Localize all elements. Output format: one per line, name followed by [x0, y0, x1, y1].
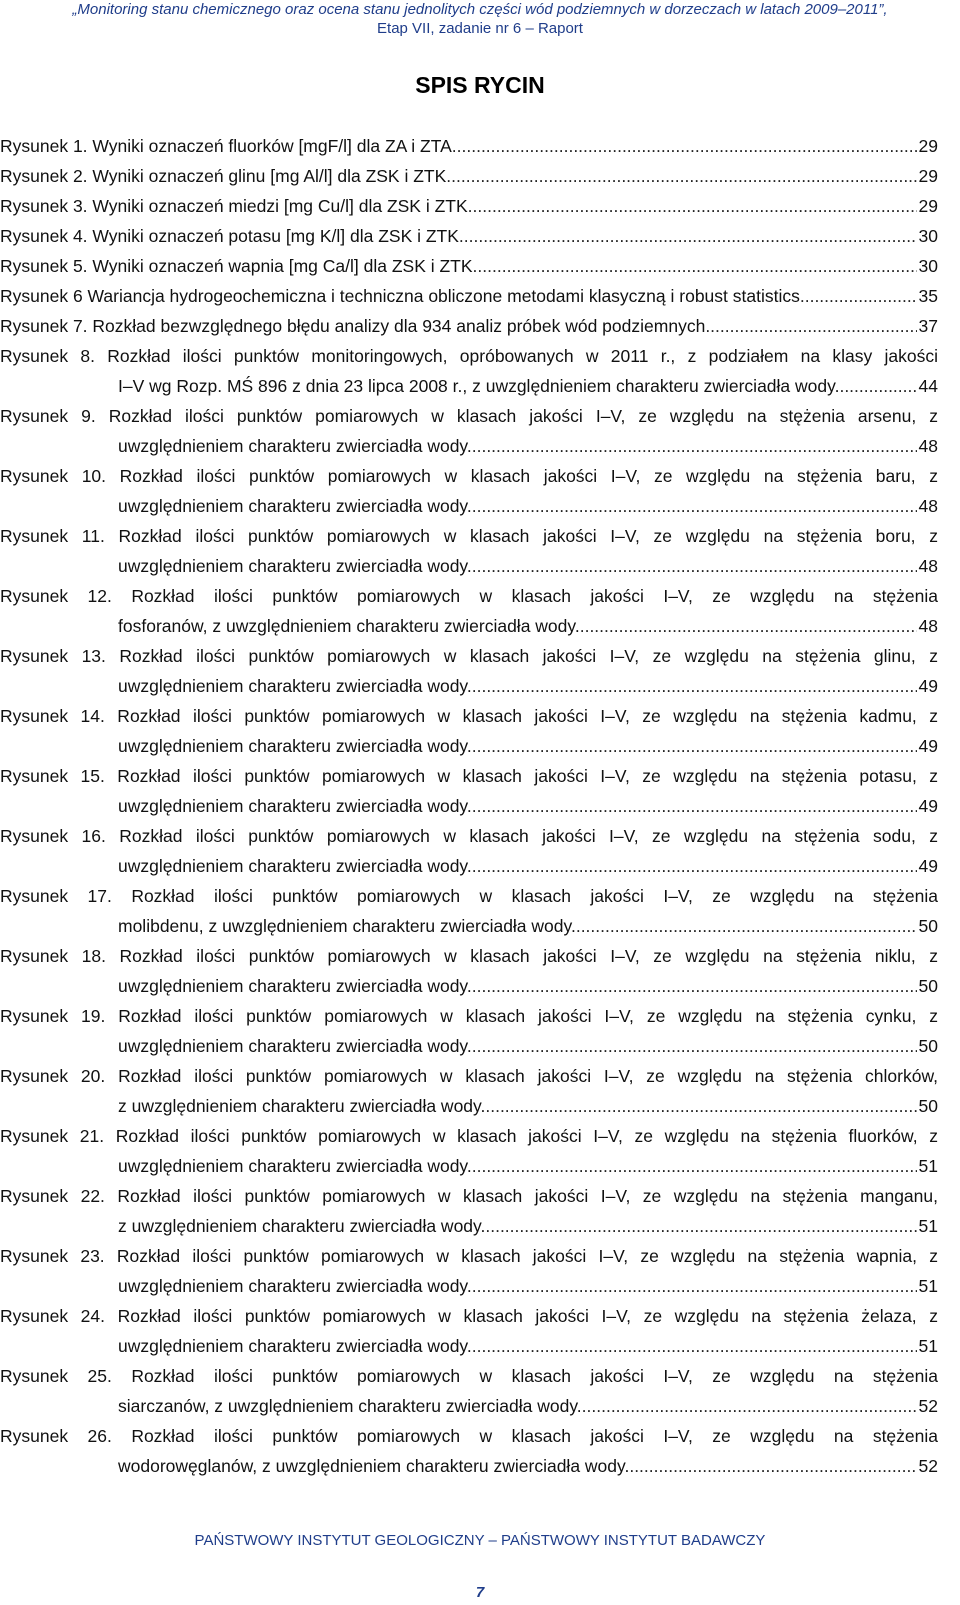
toc-entry[interactable] [0, 641, 938, 701]
toc-entry[interactable] [0, 1361, 938, 1421]
dot-leader [472, 731, 917, 761]
toc-entry[interactable] [0, 191, 938, 221]
toc-page-number: 35 [918, 286, 938, 306]
toc-entry-text: Rysunek 12. Rozkład ilości punktów pomiarowych w klasach jakości I–V, ze względu na stężenia [0, 586, 938, 606]
toc-entry-text: uwzględnieniem charakteru zwierciadła wody. [118, 736, 472, 756]
toc-entry[interactable] [0, 1181, 938, 1241]
dot-leader [446, 161, 916, 191]
toc-entry[interactable] [0, 281, 938, 311]
toc-entry-text: Rysunek 9. Rozkład ilości punktów pomiarowych w klasach jakości I–V, ze względu na stężenia arsenu, z [0, 406, 938, 426]
toc-page-number: 50 [918, 1036, 938, 1056]
toc-page-number: 30 [918, 226, 938, 246]
dot-leader [472, 671, 917, 701]
toc-page-number: 50 [918, 976, 938, 996]
toc-entry-text: Rysunek 7. Rozkład bezwzględnego błędu analizy dla 934 analiz próbek wód podziemnych [0, 316, 706, 336]
toc-entry-text: Rysunek 10. Rozkład ilości punktów pomiarowych w klasach jakości I–V, ze względu na stężenia baru, z [0, 466, 938, 486]
dot-leader [472, 431, 917, 461]
dot-leader [472, 551, 917, 581]
page-title: SPIS RYCIN [415, 72, 545, 98]
toc-page-number: 48 [918, 496, 938, 516]
toc-entry-text: Rysunek 14. Rozkład ilości punktów pomiarowych w klasach jakości I–V, ze względu na stężenia kadmu, z [0, 706, 938, 726]
toc-entry-text: wodorowęglanów, z uwzględnieniem charakteru zwierciadła wody. [118, 1456, 630, 1476]
toc-entry-text: Rysunek 19. Rozkład ilości punktów pomiarowych w klasach jakości I–V, ze względu na stężenia cynku, z [0, 1006, 938, 1026]
toc-page-number: 51 [918, 1276, 938, 1296]
toc-entry-text: Rysunek 26. Rozkład ilości punktów pomiarowych w klasach jakości I–V, ze względu na stężenia [0, 1426, 938, 1446]
toc-page-number: 48 [918, 616, 938, 636]
dot-leader [472, 1331, 917, 1361]
toc-page-number: 51 [918, 1216, 938, 1236]
dot-leader [472, 1031, 917, 1061]
toc-entry-text: uwzględnieniem charakteru zwierciadła wody. [118, 976, 472, 996]
toc-entry-text: z uwzględnieniem charakteru zwierciadła wody. [118, 1216, 486, 1236]
toc-entry-text: Rysunek 20. Rozkład ilości punktów pomiarowych w klasach jakości I–V, ze względu na stężenia chlorków, [0, 1066, 938, 1086]
toc-entry[interactable] [0, 1241, 938, 1301]
dot-leader [629, 1451, 916, 1481]
toc-entry[interactable] [0, 941, 938, 1001]
dot-leader [472, 491, 917, 521]
dot-leader [800, 281, 917, 311]
dot-leader [472, 971, 917, 1001]
dot-leader [472, 1151, 917, 1181]
toc-entry[interactable] [0, 1001, 938, 1061]
toc-entry[interactable] [0, 821, 938, 881]
toc-entry-text: uwzględnieniem charakteru zwierciadła wody. [118, 436, 472, 456]
dot-leader [452, 131, 917, 161]
toc-page-number: 49 [918, 676, 938, 696]
toc-entry-text: Rysunek 13. Rozkład ilości punktów pomiarowych w klasach jakości I–V, ze względu na stężenia glinu, z [0, 646, 938, 666]
toc-page-number: 49 [918, 856, 938, 876]
toc-entry[interactable] [0, 131, 938, 161]
toc-page-number: 51 [918, 1156, 938, 1176]
toc-page-number: 48 [918, 556, 938, 576]
toc-entry-text: Rysunek 2. Wyniki oznaczeń glinu [mg Al/l] dla ZSK i ZTK [0, 166, 447, 186]
toc-entry-text: Rysunek 1. Wyniki oznaczeń fluorków [mgF/l] dla ZA i ZTA [0, 136, 452, 156]
toc-page-number: 44 [918, 376, 938, 396]
toc-entry[interactable] [0, 1061, 938, 1121]
toc-page-number: 29 [918, 196, 938, 216]
toc-page-number: 49 [918, 736, 938, 756]
dot-leader [582, 1391, 917, 1421]
toc-page-number: 48 [918, 436, 938, 456]
toc-entry[interactable] [0, 341, 938, 401]
toc-entry-text: Rysunek 5. Wyniki oznaczeń wapnia [mg Ca/l] dla ZSK i ZTK [0, 256, 473, 276]
toc-entry[interactable] [0, 521, 938, 581]
toc-entry-text: uwzględnieniem charakteru zwierciadła wody. [118, 1336, 472, 1356]
header-project-title: „Monitoring stanu chemicznego oraz ocena stanu jednolitych części wód podziemnych w dorzeczach w latach 2009–2011”, [72, 1, 888, 18]
toc-page-number: 50 [918, 1096, 938, 1116]
dot-leader [473, 251, 917, 281]
dot-leader [459, 221, 917, 251]
toc-entry-text: Rysunek 3. Wyniki oznaczeń miedzi [mg Cu/l] dla ZSK i ZTK [0, 196, 468, 216]
toc-page-number: 52 [918, 1396, 938, 1416]
toc-page-number: 29 [918, 136, 938, 156]
toc-entry-text: uwzględnieniem charakteru zwierciadła wody. [118, 1036, 472, 1056]
toc-entry-text: Rysunek 25. Rozkład ilości punktów pomiarowych w klasach jakości I–V, ze względu na stężenia [0, 1366, 938, 1386]
toc-entry-text: Rysunek 8. Rozkład ilości punktów monitoringowych, opróbowanych w 2011 r., z podziałem na klasy jakości [0, 346, 938, 366]
toc-entry[interactable] [0, 881, 938, 941]
toc-entry-text: I–V wg Rozp. MŚ 896 z dnia 23 lipca 2008 r., z uwzględnieniem charakteru zwierciadła wody. [118, 376, 840, 396]
toc-entry-text: uwzględnieniem charakteru zwierciadła wody. [118, 796, 472, 816]
dot-leader [468, 191, 917, 221]
dot-leader [472, 1271, 917, 1301]
toc-entry-text: siarczanów, z uwzględnieniem charakteru zwierciadła wody. [118, 1396, 582, 1416]
toc-entry-text: uwzględnieniem charakteru zwierciadła wody. [118, 556, 472, 576]
header-stage: Etap VII, zadanie nr 6 – Raport [377, 20, 583, 37]
toc-entry-text: uwzględnieniem charakteru zwierciadła wody. [118, 1276, 472, 1296]
toc-entry[interactable] [0, 311, 938, 341]
dot-leader [485, 1211, 916, 1241]
dot-leader [576, 911, 917, 941]
toc-entry[interactable] [0, 581, 938, 641]
toc-entry-text: Rysunek 23. Rozkład ilości punktów pomiarowych w klasach jakości I–V, ze względu na stężenia wapnia, z [0, 1246, 938, 1266]
dot-leader [580, 611, 917, 641]
toc-page-number: 29 [918, 166, 938, 186]
toc-entry[interactable] [0, 251, 938, 281]
dot-leader [705, 311, 916, 341]
dot-leader [839, 371, 916, 401]
toc-entry-text: uwzględnieniem charakteru zwierciadła wody. [118, 1156, 472, 1176]
toc-entry-text: molibdenu, z uwzględnieniem charakteru zwierciadła wody. [118, 916, 576, 936]
toc-entry-text: Rysunek 22. Rozkład ilości punktów pomiarowych w klasach jakości I–V, ze względu na stężenia manganu, [0, 1186, 938, 1206]
toc-page-number: 30 [918, 256, 938, 276]
toc-entry-text: uwzględnieniem charakteru zwierciadła wody. [118, 856, 472, 876]
toc-page-number: 51 [918, 1336, 938, 1356]
toc-page-number: 49 [918, 796, 938, 816]
toc-entry[interactable] [0, 761, 938, 821]
toc-entry[interactable] [0, 221, 938, 251]
toc-entry[interactable] [0, 461, 938, 521]
toc-entry-text: Rysunek 18. Rozkład ilości punktów pomiarowych w klasach jakości I–V, ze względu na stężenia niklu, z [0, 946, 938, 966]
page-number: 7 [475, 1584, 485, 1601]
toc-entry[interactable] [0, 1421, 938, 1481]
toc-entry[interactable] [0, 701, 938, 761]
toc-entry-text: Rysunek 24. Rozkład ilości punktów pomiarowych w klasach jakości I–V, ze względu na stężenia żelaza, z [0, 1306, 938, 1326]
toc-entry-text: fosforanów, z uwzględnieniem charakteru zwierciadła wody. [118, 616, 580, 636]
dot-leader [472, 851, 917, 881]
toc-entry-text: Rysunek 17. Rozkład ilości punktów pomiarowych w klasach jakości I–V, ze względu na stężenia [0, 886, 938, 906]
toc-entry[interactable] [0, 1121, 938, 1181]
toc-entry-text: z uwzględnieniem charakteru zwierciadła wody. [118, 1096, 486, 1116]
toc-page-number: 52 [918, 1456, 938, 1476]
toc-entry-text: Rysunek 16. Rozkład ilości punktów pomiarowych w klasach jakości I–V, ze względu na stężenia sodu, z [0, 826, 938, 846]
dot-leader [485, 1091, 916, 1121]
toc-entry-text: uwzględnieniem charakteru zwierciadła wody. [118, 676, 472, 696]
toc-page-number: 37 [918, 316, 938, 336]
toc-entry-text: Rysunek 11. Rozkład ilości punktów pomiarowych w klasach jakości I–V, ze względu na stężenia boru, z [0, 526, 938, 546]
toc-entry-text: Rysunek 4. Wyniki oznaczeń potasu [mg K/l] dla ZSK i ZTK [0, 226, 459, 246]
toc-page-number: 50 [918, 916, 938, 936]
running-header [0, 0, 960, 38]
toc-entry-text: Rysunek 15. Rozkład ilości punktów pomiarowych w klasach jakości I–V, ze względu na stężenia potasu, z [0, 766, 938, 786]
toc-entry-text: uwzględnieniem charakteru zwierciadła wody. [118, 496, 472, 516]
toc-entry[interactable] [0, 1301, 938, 1361]
toc-entry-text: Rysunek 21. Rozkład ilości punktów pomiarowych w klasach jakości I–V, ze względu na stężenia fluorków, z [0, 1126, 938, 1146]
footer-institute: PAŃSTWOWY INSTYTUT GEOLOGICZNY – PAŃSTWOWY INSTYTUT BADAWCZY [194, 1532, 766, 1549]
toc-entry-text: Rysunek 6 Wariancja hydrogeochemiczna i techniczna obliczone metodami klasyczną i robust statistics [0, 286, 800, 306]
list-of-figures [0, 131, 960, 1481]
dot-leader [472, 791, 917, 821]
toc-entry[interactable] [0, 161, 938, 191]
toc-entry[interactable] [0, 401, 938, 461]
